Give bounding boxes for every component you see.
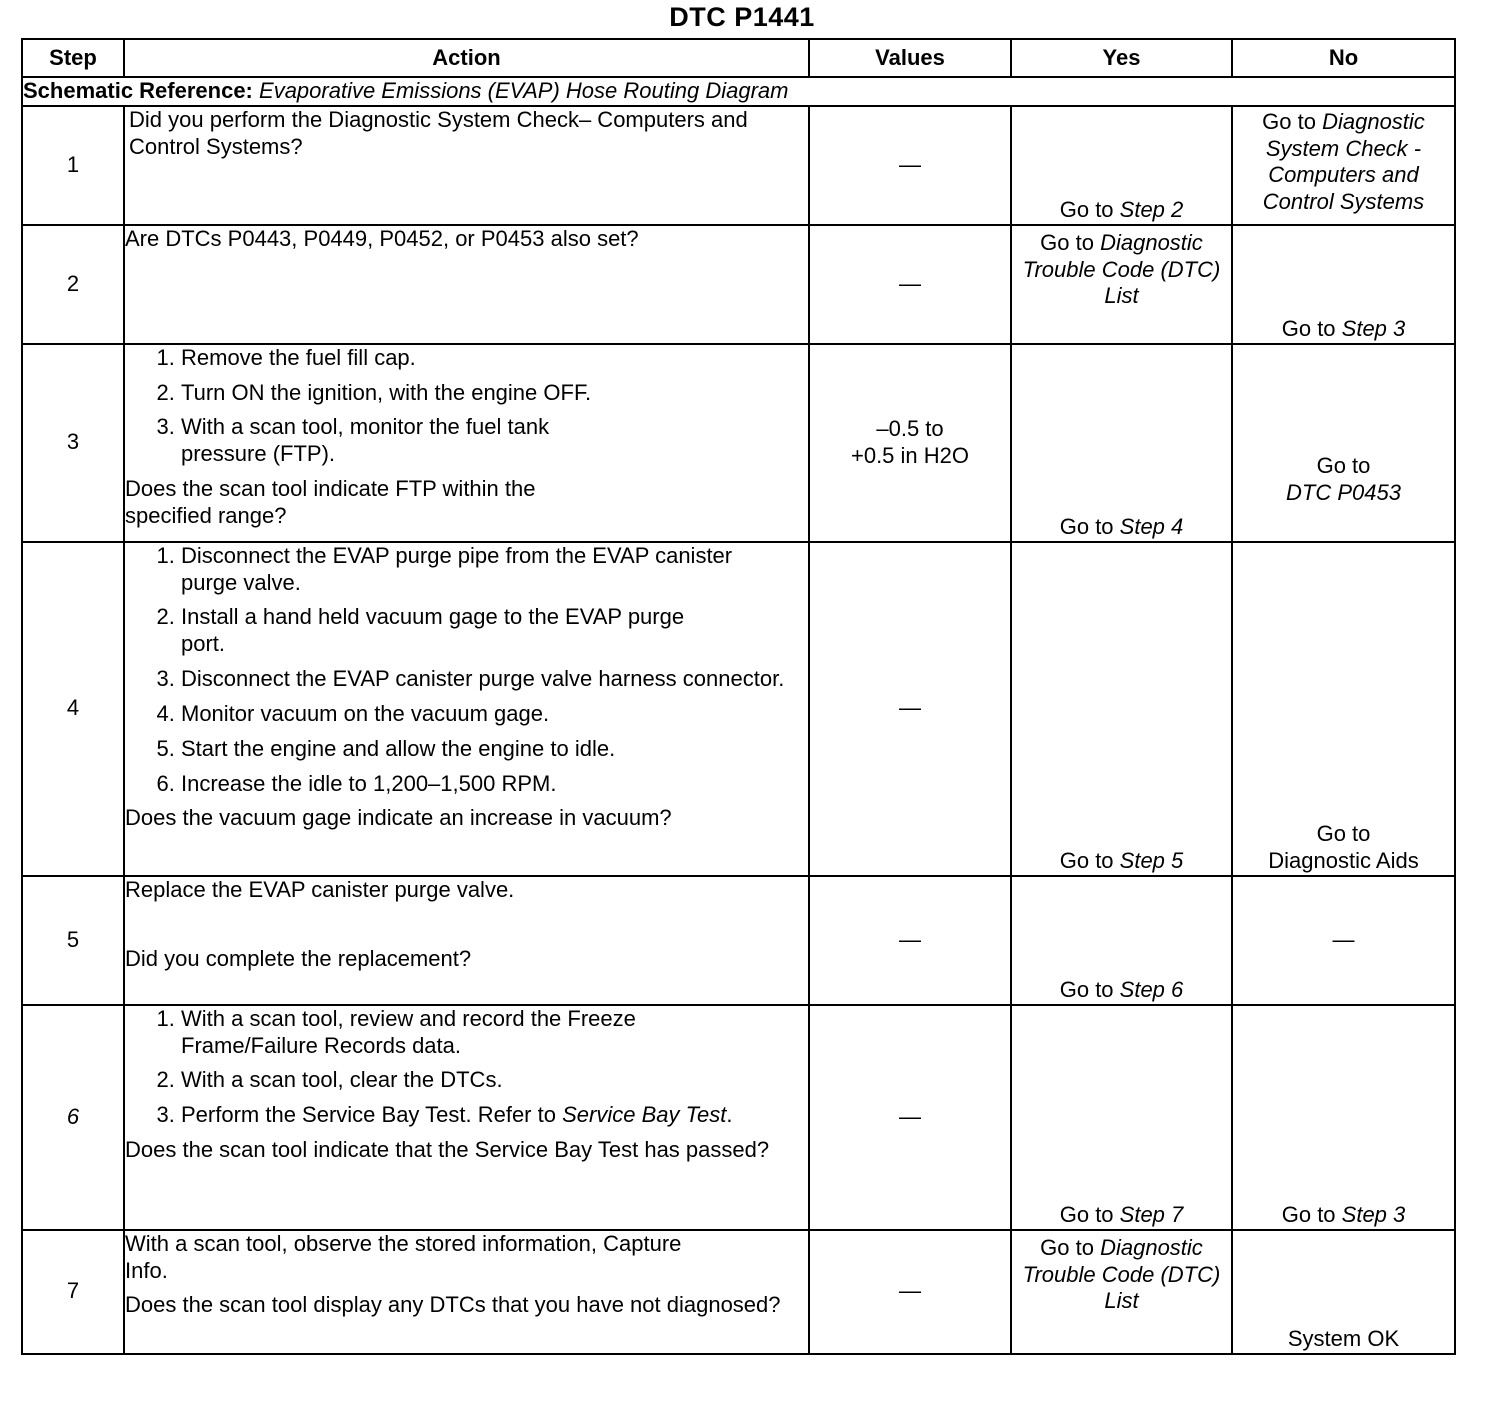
no-cell: System OK: [1232, 1230, 1455, 1354]
action-text: Replace the EVAP canister purge valve.: [125, 876, 515, 902]
yes-prefix: Go to: [1059, 514, 1120, 539]
yes-prefix: Go to: [1059, 197, 1120, 222]
yes-cell: [1011, 542, 1232, 876]
yes-prefix: Go to: [1040, 1234, 1101, 1260]
step-number: 6: [22, 1005, 124, 1230]
yes-prefix: Go to: [1040, 229, 1101, 255]
no-prefix: Go to: [1316, 821, 1371, 847]
header-yes: Yes: [1011, 39, 1232, 77]
no-link[interactable]: Step 3: [1341, 1202, 1406, 1227]
action-question: Does the scan tool display any DTCs that you have not diagnosed?: [125, 1292, 781, 1318]
action-cell: [124, 542, 809, 876]
step-number: 3: [22, 344, 124, 542]
schematic-link[interactable]: Evaporative Emissions (EVAP) Hose Routing Diagram: [259, 78, 789, 103]
yes-link[interactable]: Step 4: [1119, 514, 1184, 539]
action-cell: [124, 344, 809, 542]
action-question: Does the scan tool indicate FTP within the specified range?: [125, 476, 536, 528]
action-spacer: [125, 904, 808, 944]
no-prefix: Go to: [1281, 1202, 1342, 1227]
list-item: 2. Install a hand held vacuum gage to the EVAP purge port.: [181, 604, 808, 658]
action-steps: [125, 345, 808, 468]
service-bay-test-link[interactable]: Service Bay Test: [562, 1102, 727, 1128]
action-question: Does the scan tool indicate that the Service Bay Test has passed?: [125, 1137, 770, 1163]
header-no: No: [1232, 39, 1455, 77]
values-cell: —: [809, 106, 1011, 225]
values-cell: —: [809, 1230, 1011, 1354]
values-cell: —: [809, 225, 1011, 344]
action-steps: [125, 1006, 808, 1129]
no-link[interactable]: Diagnostic Aids: [1268, 848, 1419, 873]
item-prefix: Perform the Service Bay Test. Refer to: [181, 1102, 563, 1128]
action-cell: [124, 1230, 809, 1354]
yes-link[interactable]: Diagnostic Trouble Code (DTC) List: [1022, 229, 1221, 309]
action-cell: [124, 225, 809, 344]
header-action: Action: [124, 39, 809, 77]
action-cell: [124, 876, 809, 1005]
diagnostic-table: [21, 38, 1456, 1355]
item-suffix: .: [726, 1102, 733, 1128]
step-number: 5: [22, 876, 124, 1005]
yes-cell: [1011, 1230, 1232, 1354]
table-row: [22, 1230, 1455, 1354]
yes-link[interactable]: Step 2: [1119, 197, 1184, 222]
yes-link[interactable]: Diagnostic Trouble Code (DTC) List: [1022, 1234, 1221, 1314]
schematic-label: Schematic Reference:: [23, 78, 253, 103]
action-cell: [124, 106, 809, 225]
list-item: 5. Start the engine and allow the engine to idle.: [181, 736, 808, 763]
no-cell: [1232, 106, 1455, 225]
values-cell: —: [809, 876, 1011, 1005]
no-cell: [1232, 542, 1455, 876]
no-cell: [1232, 344, 1455, 542]
yes-cell: [1011, 1005, 1232, 1230]
action-text: Are DTCs P0443, P0449, P0452, or P0453 also set?: [125, 225, 639, 251]
list-item: 1. Remove the fuel fill cap.: [181, 345, 808, 372]
yes-prefix: Go to: [1059, 848, 1120, 873]
yes-cell: [1011, 225, 1232, 344]
table-row: [22, 344, 1455, 542]
no-prefix: Go to: [1262, 108, 1323, 134]
page-title: DTC P1441: [669, 2, 815, 32]
no-link[interactable]: Step 3: [1341, 316, 1406, 341]
action-question: Does the vacuum gage indicate an increase in vacuum?: [125, 805, 672, 831]
table-row: [22, 542, 1455, 876]
list-item: 1. Disconnect the EVAP purge pipe from the EVAP canister purge valve.: [181, 543, 808, 597]
yes-cell: [1011, 106, 1232, 225]
list-item: [181, 1102, 808, 1129]
list-item: 3. With a scan tool, monitor the fuel tank pressure (FTP).: [181, 414, 808, 468]
yes-link[interactable]: Step 7: [1119, 1202, 1184, 1227]
step-number: 1: [22, 106, 124, 225]
step-number: 2: [22, 225, 124, 344]
list-item: 6. Increase the idle to 1,200–1,500 RPM.: [181, 771, 808, 798]
yes-prefix: Go to: [1059, 977, 1120, 1002]
yes-link[interactable]: Step 6: [1119, 977, 1184, 1002]
yes-link[interactable]: Step 5: [1119, 848, 1184, 873]
table-row: [22, 106, 1455, 225]
no-cell: [1232, 225, 1455, 344]
yes-cell: [1011, 344, 1232, 542]
list-item: 2. With a scan tool, clear the DTCs.: [181, 1067, 808, 1094]
action-text: With a scan tool, observe the stored information, Capture Info.: [125, 1230, 682, 1283]
schematic-reference: [22, 77, 1455, 106]
step-number: 4: [22, 542, 124, 876]
values-line2: +0.5 in H2O: [850, 442, 969, 468]
values-cell: —: [809, 542, 1011, 876]
values-line1: –0.5 to: [876, 416, 944, 441]
no-cell: —: [1232, 876, 1455, 1005]
table-row: [22, 876, 1455, 1005]
no-prefix: Go to: [1316, 453, 1371, 479]
no-link[interactable]: Diagnostic System Check - Computers and Control Systems: [1262, 108, 1425, 215]
no-prefix: Go to: [1281, 316, 1342, 341]
action-steps: [125, 543, 808, 798]
values-cell: [809, 344, 1011, 542]
list-item: 4. Monitor vacuum on the vacuum gage.: [181, 701, 808, 728]
action-cell: [124, 1005, 809, 1230]
action-text: Did you perform the Diagnostic System Check– Computers and Control Systems?: [129, 106, 748, 159]
values-cell: —: [809, 1005, 1011, 1230]
step-number: 7: [22, 1230, 124, 1354]
list-item: 2. Turn ON the ignition, with the engine OFF.: [181, 380, 808, 407]
table-row: [22, 1005, 1455, 1230]
table-row: [22, 225, 1455, 344]
header-step: Step: [22, 39, 124, 77]
yes-cell: [1011, 876, 1232, 1005]
schematic-row: [22, 77, 1455, 106]
no-link[interactable]: DTC P0453: [1286, 480, 1401, 505]
action-question: Did you complete the replacement?: [125, 945, 472, 971]
no-cell: [1232, 1005, 1455, 1230]
header-values: Values: [809, 39, 1011, 77]
list-item: 3. Disconnect the EVAP canister purge valve harness connector.: [181, 666, 808, 693]
yes-prefix: Go to: [1059, 1202, 1120, 1227]
list-item: 1. With a scan tool, review and record the Freeze Frame/Failure Records data.: [181, 1006, 808, 1060]
header-row: [22, 39, 1455, 77]
